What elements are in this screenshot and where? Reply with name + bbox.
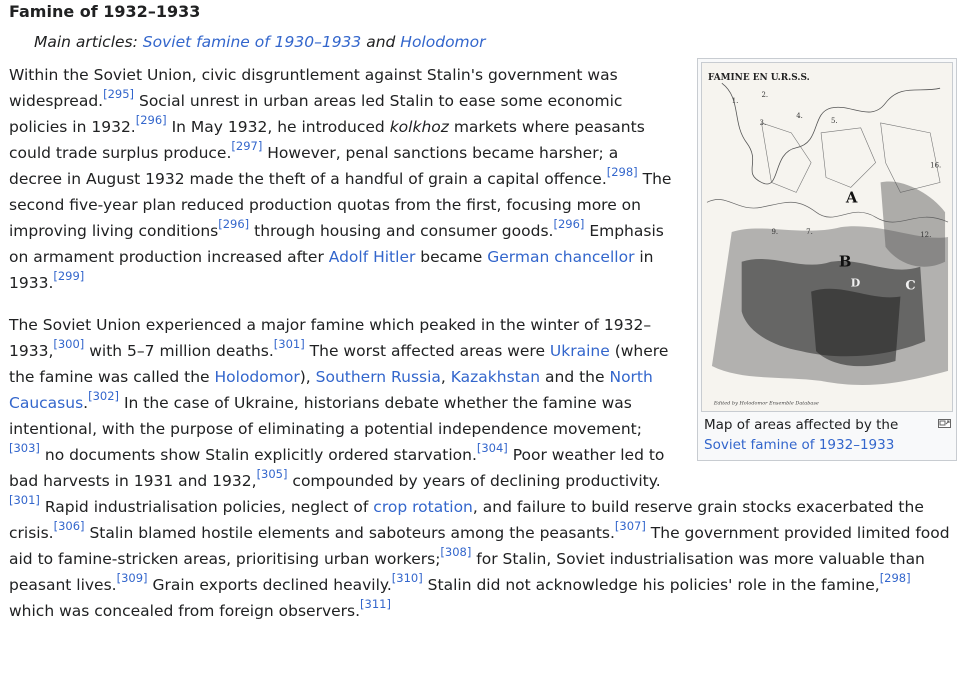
enlarge-icon[interactable]	[938, 419, 951, 428]
para1-text-10: in 1933.	[9, 248, 654, 292]
section-heading: Famine of 1932–1933	[9, 2, 201, 21]
ref-link[interactable]: [300]	[53, 337, 85, 351]
ref-303[interactable]	[9, 441, 40, 455]
ref-link[interactable]: [306]	[53, 519, 85, 533]
link-soviet-famine-1932-1933[interactable]: Soviet famine of 1932–1933	[704, 437, 895, 453]
svg-text:9.: 9.	[771, 228, 779, 237]
map-region-a: A	[845, 188, 858, 207]
para2-text-13: Rapid industrialisation policies, neglect of	[39, 498, 374, 516]
para1-text-5: However, penal sanctions became harsher; a decree in August 1932 made the theft of a handful of grain a capital offence.	[9, 144, 619, 188]
para1-text-8: Emphasis on armament production increased after	[9, 222, 664, 266]
para2-text-6: ,	[440, 368, 451, 386]
ref-307[interactable]	[615, 519, 646, 533]
ref-link[interactable]: [297]	[231, 139, 263, 153]
ref-link[interactable]: [301]	[9, 493, 40, 507]
link-holodomor[interactable]: Holodomor	[214, 368, 300, 386]
ref-309[interactable]	[117, 571, 148, 585]
ref-311[interactable]	[360, 597, 391, 611]
ref-298[interactable]	[880, 571, 911, 585]
link-german-chancellor[interactable]: German chancellor	[487, 248, 635, 266]
svg-text:1.: 1.	[731, 97, 739, 106]
ref-link[interactable]: [296]	[218, 217, 250, 231]
para2-text-7: and the	[540, 368, 610, 386]
link-adolf-hitler[interactable]: Adolf Hitler	[328, 248, 416, 266]
para2-text-14: , and failure to build reserve grain stocks exacerbated the crisis.	[9, 498, 924, 542]
ref-link[interactable]: [310]	[391, 571, 423, 585]
ref-296[interactable]	[553, 217, 584, 231]
ref-link[interactable]: [299]	[53, 269, 85, 283]
svg-text:7.: 7.	[806, 228, 813, 237]
ref-link[interactable]: [305]	[256, 467, 288, 481]
ref-296[interactable]	[218, 217, 249, 231]
ref-300[interactable]	[53, 337, 84, 351]
para2-text-2: with 5–7 million deaths.	[84, 342, 274, 360]
ref-302[interactable]	[88, 389, 119, 403]
para1-text-7: through housing and consumer goods.	[249, 222, 554, 240]
ref-301[interactable]	[274, 337, 305, 351]
ref-296[interactable]	[136, 113, 167, 127]
para2-text-10: no documents show Stalin explicitly ordered starvation.	[39, 446, 477, 464]
link-soviet-famine-1930-1933[interactable]: Soviet famine of 1930–1933	[142, 33, 362, 51]
ref-link[interactable]: [298]	[879, 571, 911, 585]
para1-text-2: Social unrest in urban areas led Stalin to ease some economic policies in 1932.	[9, 92, 623, 136]
para2-text-16: The government provided limited food aid to famine-stricken areas, prioritising urban workers;	[9, 524, 950, 568]
para1-text-1: Within the Soviet Union, civic disgruntlement against Stalin's government was widespread.	[9, 66, 618, 110]
para2-text-15: Stalin blamed hostile elements and saboteurs among the peasants.	[84, 524, 615, 542]
para2-text-8: .	[83, 394, 89, 412]
link-ukraine[interactable]: Ukraine	[549, 342, 610, 360]
hatnote-prefix: Main articles:	[34, 33, 143, 51]
ref-link[interactable]: [301]	[273, 337, 305, 351]
ref-304[interactable]	[477, 441, 508, 455]
figure-caption	[701, 412, 953, 457]
para1-text-9: became	[415, 248, 488, 266]
para1-text-3: In May 1932, he introduced	[166, 118, 390, 136]
link-kazakhstan[interactable]: Kazakhstan	[450, 368, 541, 386]
para2-text-1: The Soviet Union experienced a major famine which peaked in the winter of 1932–1933,	[9, 316, 652, 360]
para2-text-9: In the case of Ukraine, historians debate whether the famine was intentional, with the purpose of eliminating a potential independence movement;	[9, 394, 642, 438]
ref-305[interactable]	[257, 467, 288, 481]
caption-text: Map of areas affected by the	[704, 417, 899, 433]
hatnote	[34, 30, 958, 54]
ref-link[interactable]: [308]	[440, 545, 472, 559]
svg-text:2.: 2.	[761, 91, 769, 100]
ref-298[interactable]	[607, 165, 638, 179]
para2-text-17: for Stalin, Soviet industrialisation was more valuable than peasant lives.	[9, 550, 925, 594]
para2-text-20: which was concealed from foreign observers.	[9, 602, 361, 620]
ref-link[interactable]: [302]	[88, 389, 120, 403]
para2-text-5: ),	[299, 368, 316, 386]
para1-text-6: The second five-year plan reduced production quotas from the first, focusing more on improving living conditions	[9, 170, 672, 240]
para1-text-4: markets where peasants could trade surplus produce.	[9, 118, 645, 162]
para2-text-4: (where the famine was called the	[9, 342, 669, 386]
map-title: FAMINE EN U.R.S.S.	[707, 73, 810, 84]
ref-link[interactable]: [307]	[614, 519, 646, 533]
para2-text-11: Poor weather led to bad harvests in 1931 and 1932,	[9, 446, 665, 490]
link-southern-russia[interactable]: Southern Russia	[315, 368, 441, 386]
hatnote-and: and	[361, 33, 401, 51]
para2-text-19: Stalin did not acknowledge his policies' role in the famine,	[422, 576, 880, 594]
term-kolkhoz: kolkhoz	[389, 118, 449, 136]
ref-link[interactable]: [296]	[135, 113, 167, 127]
link-crop-rotation[interactable]: crop rotation	[373, 498, 473, 516]
svg-text:3.: 3.	[759, 118, 767, 127]
link-holodomor-main[interactable]: Holodomor	[400, 33, 486, 51]
map-region-d: D	[850, 276, 861, 290]
map-region-c: C	[905, 278, 916, 294]
ref-link[interactable]: [303]	[9, 441, 40, 455]
ref-308[interactable]	[440, 545, 471, 559]
ref-link[interactable]: [296]	[553, 217, 585, 231]
map-region-b: B	[838, 252, 852, 271]
para2-text-12: compounded by years of declining productivity.	[287, 472, 661, 490]
ref-310[interactable]	[392, 571, 423, 585]
figure-famine-map	[697, 58, 957, 461]
ref-link[interactable]: [298]	[606, 165, 638, 179]
map-credit: Edited by Holodomor Ensemble Database	[713, 400, 819, 407]
ref-295[interactable]	[103, 87, 134, 101]
para2-text-18: Grain exports declined heavily.	[147, 576, 392, 594]
svg-text:12.: 12.	[920, 231, 932, 239]
famine-map-image[interactable]	[701, 62, 953, 412]
ref-299[interactable]	[53, 269, 84, 283]
link-north-caucasus[interactable]: North Caucasus	[9, 368, 653, 412]
ref-297[interactable]	[231, 139, 262, 153]
ref-link[interactable]: [311]	[360, 597, 391, 611]
svg-text:4.: 4.	[796, 111, 803, 120]
ref-306[interactable]	[54, 519, 85, 533]
ref-301[interactable]	[9, 493, 40, 507]
ref-link[interactable]: [309]	[116, 571, 148, 585]
para2-text-3: The worst affected areas were	[304, 342, 550, 360]
ref-link[interactable]: [304]	[476, 441, 508, 455]
svg-text:16.: 16.	[930, 161, 942, 170]
ref-link[interactable]: [295]	[103, 87, 135, 101]
svg-text:5.: 5.	[830, 116, 838, 125]
